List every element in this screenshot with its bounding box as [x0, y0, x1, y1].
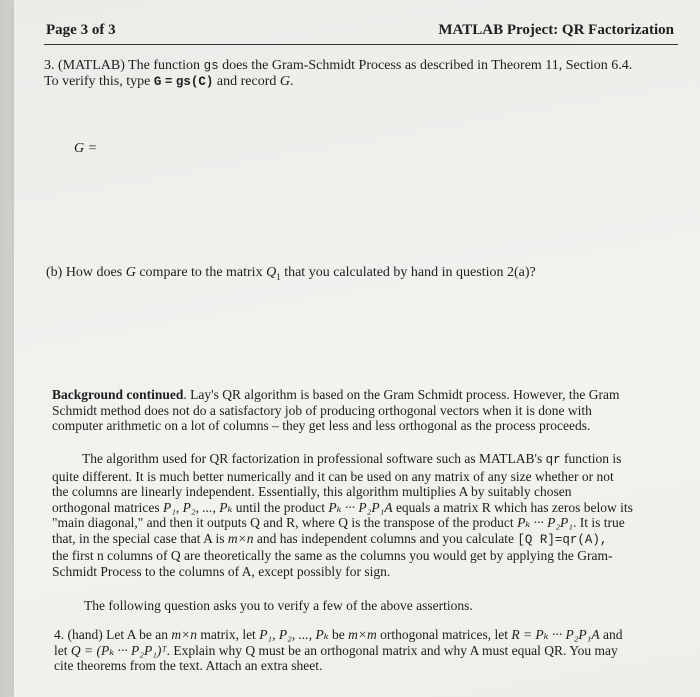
page-label: Page 3 of 3 [46, 22, 116, 38]
function-name: gs [203, 59, 219, 73]
document-page [14, 0, 700, 697]
document-title: MATLAB Project: QR Factorization [438, 22, 674, 38]
code-rhs: gs(C) [175, 75, 214, 89]
variable-g: G [279, 74, 290, 89]
background-paragraph-1: Background continued. Lay's QR algorithm is based on the Gram Schmidt process. However, the Gram Schmidt method does not do a satisfactory job of producing orthogonal vectors when it is done with computer arithmetic on a lot of columns – they get less and less orthogonal as the process proceeds. [52, 387, 620, 433]
background-paragraph-3: The following question asks you to verify a few of the above assertions. [84, 598, 473, 613]
code-eq: = [164, 75, 173, 89]
header-rule [44, 44, 678, 45]
page-header [46, 22, 674, 44]
question-3-line-1: 3. (MATLAB) The function gs does the Gram-Schmidt Process as described in Theorem 11, Section 6.4. [44, 58, 633, 73]
question-3b: (b) How does G compare to the matrix $Q_1$ that you calculated by hand in question 2(a)? [46, 265, 536, 282]
page-edge-shadow [0, 0, 14, 697]
code-lhs: G [153, 75, 162, 89]
question-3-line-2: To verify this, type G = gs(C) and record G. [44, 74, 294, 89]
background-heading: Background continued [52, 387, 184, 402]
question-3 [44, 58, 684, 90]
answer-label-g: G = [74, 141, 98, 156]
background-paragraph-2: The algorithm used for QR factorization in professional software such as MATLAB's qr function is quite different. It is much better numerically and it can be used on any matrix of any size whether or not the columns are linearly independent. Essentially, this algorithm multiplies A by suitably chosen orthogonal matrices P₁, P₂, ..., Pₖ until the product Pₖ ··· P₂P₁A equals a matrix R which has zeros below its "main diagonal," and then it outputs Q and R, where Q is the transpose of the product Pₖ ··· P₂P₁. It is true that, in the special case that A is m×n and has independent columns and you calculate [Q R]=qr(A), the first n columns of Q are theoretically the same as the columns you would get by applying the Gram- Schmidt Process to the columns of A, except possibly for sign. [52, 451, 633, 579]
question-4: 4. (hand) Let A be an m×n matrix, let P₁, P₂, ..., Pₖ be m×m orthogonal matrices, let R = Pₖ ··· P₂P₁A and let Q = (Pₖ ··· P₂P₁)ᵀ. Explain why Q must be an orthogonal matrix and why A must equal QR. You may cite theorems from the text. Attach an extra sheet. [54, 627, 623, 673]
